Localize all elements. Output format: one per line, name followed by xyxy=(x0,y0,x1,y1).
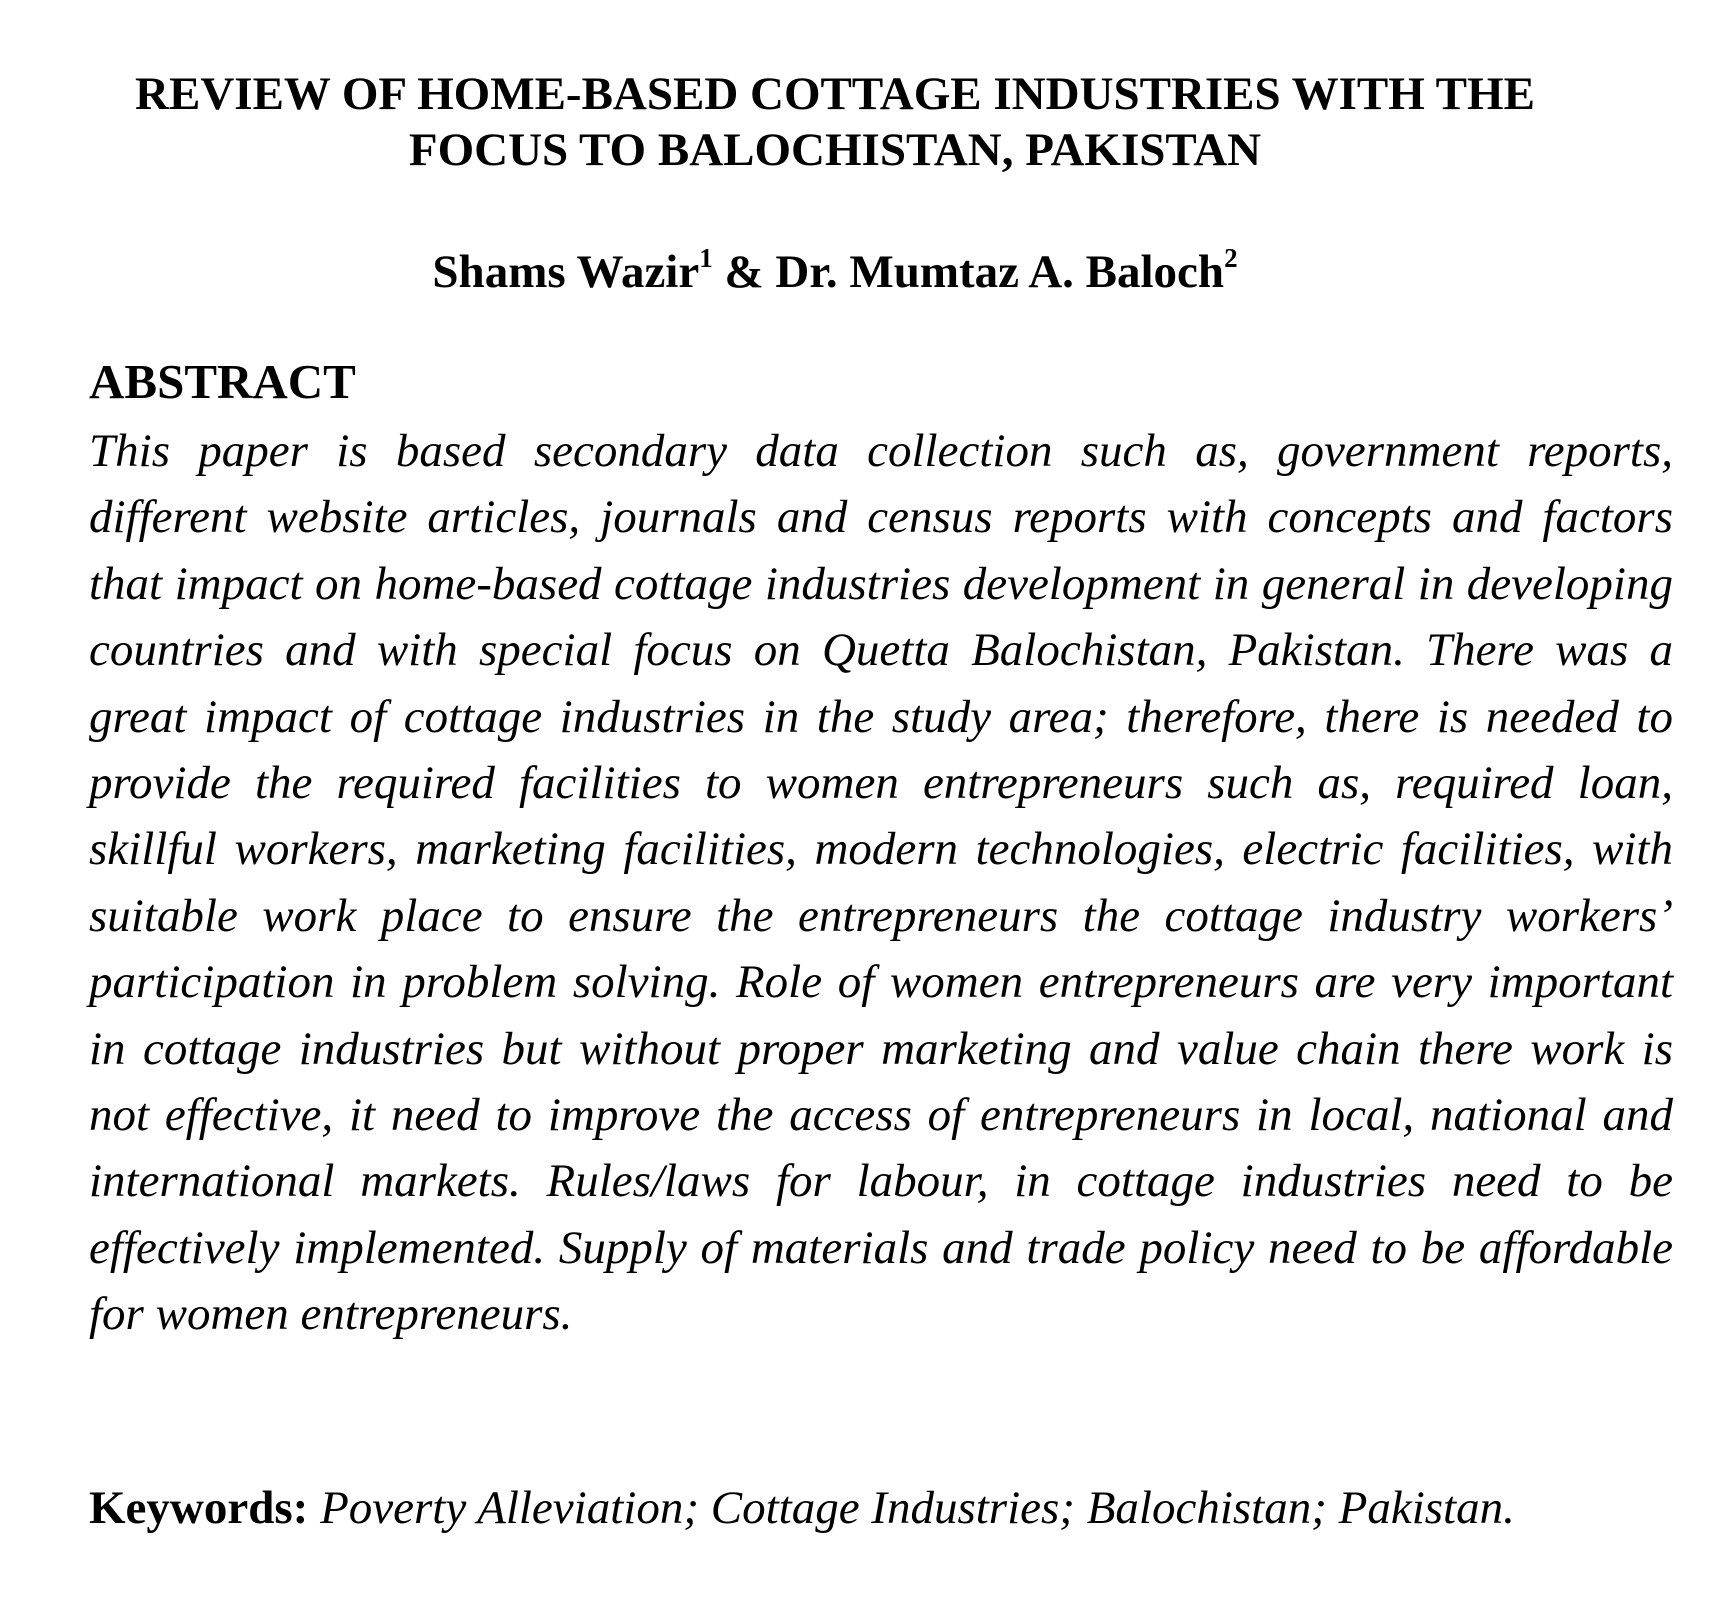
author-line xyxy=(0,244,1670,300)
author-name: Dr. Mumtaz A. Baloch xyxy=(775,246,1225,298)
keywords-label: Keywords: xyxy=(89,1482,309,1534)
author-separator: & xyxy=(712,246,776,298)
abstract-body: This paper is based secondary data collection such as, government reports, different website articles, journals and census reports with concepts and factors that impact on home-based cottage industries development in general in developing countries and with special focus on Quetta Balochistan, Pakistan. There was a great impact of cottage industries in the study area; therefore, there is needed to provide the required facilities to women entrepreneurs such as, required loan, skillful workers, marketing facilities, modern technologies, electric facilities, with suitable work place to ensure the entrepreneurs the cottage industry workers’ participation in problem solving. Role of women entrepreneurs are very important in cottage industries but without proper marketing and value chain there work is not effective, it need to improve the access of entrepreneurs in local, national and international markets. Rules/laws for labour, in cottage industries need to be effectively implemented. Supply of materials and trade policy need to be affordable for women entrepreneurs. xyxy=(89,425,1673,1341)
paper-title: REVIEW OF HOME-BASED COTTAGE INDUSTRIES WITH THE FOCUS TO BALOCHISTAN, PAKISTAN xyxy=(135,68,1535,176)
affiliation-mark: 1 xyxy=(699,243,713,273)
affiliation-mark: 2 xyxy=(1224,243,1238,273)
keywords-text: Poverty Alleviation; Cottage Industries; Balochistan; Pakistan. xyxy=(320,1482,1515,1534)
abstract-heading: ABSTRACT xyxy=(89,354,356,409)
keywords-line xyxy=(89,1478,1689,1538)
author-name: Shams Wazir xyxy=(432,246,700,298)
